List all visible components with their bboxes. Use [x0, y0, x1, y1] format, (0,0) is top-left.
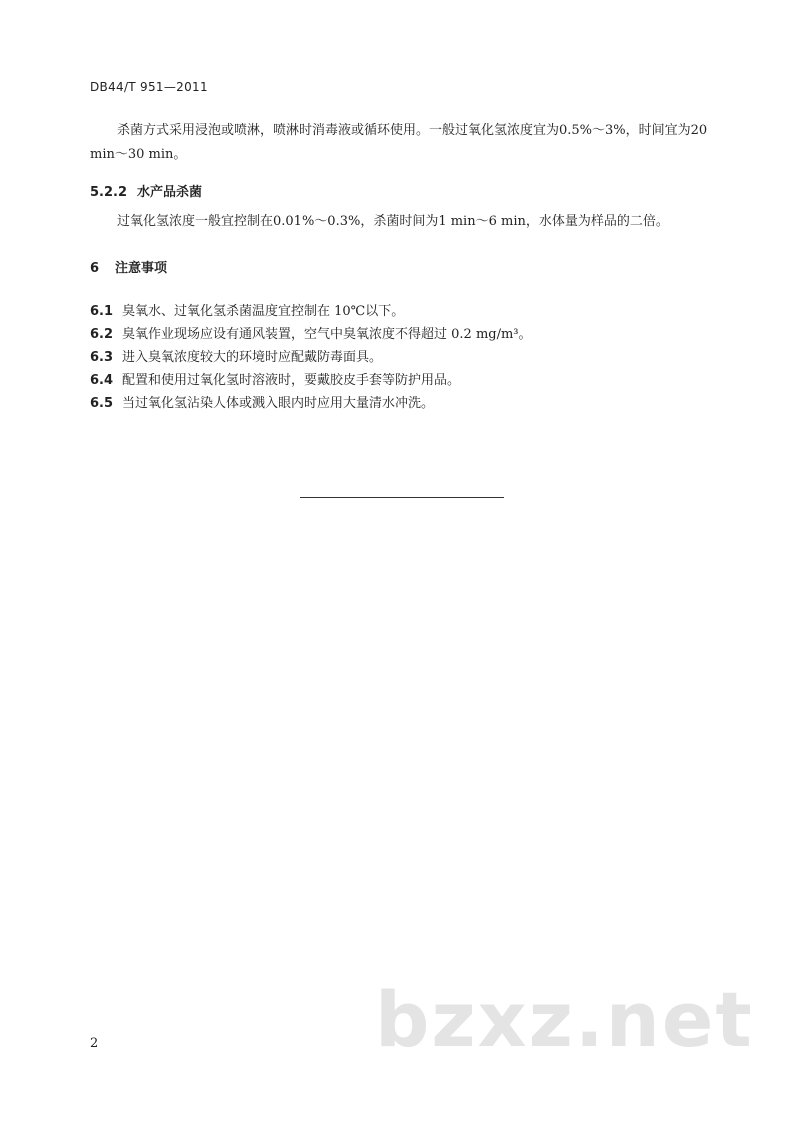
item-text: 进入臭氧浓度较大的环境时应配戴防毒面具。: [122, 350, 383, 365]
item-number: 6.2: [90, 327, 114, 342]
list-item: [90, 300, 404, 319]
end-of-document-rule: [300, 497, 504, 498]
page-number: 2: [90, 1036, 99, 1051]
list-item: [90, 369, 460, 388]
section-heading-5-2-2: [90, 181, 202, 200]
item-number: 6.3: [90, 350, 114, 365]
list-item: [90, 392, 434, 411]
item-number: 6.5: [90, 396, 114, 411]
item-text: 配置和使用过氧化氢时溶液时，要戴胶皮手套等防护用品。: [122, 373, 461, 388]
standard-code: DB44/T 951—2011: [90, 80, 208, 94]
list-item: [90, 346, 382, 365]
paragraph-sterilization-method: 杀菌方式采用浸泡或喷淋，喷淋时消毒液或循环使用。一般过氧化氢浓度宜为0.5%～3%，时间宜为20 min～30 min。: [90, 123, 708, 162]
section-number: 6: [90, 261, 100, 276]
item-text: 臭氧水、过氧化氢杀菌温度宜控制在 10℃以下。: [122, 304, 405, 319]
section-number: 5.2.2: [90, 185, 128, 200]
section-title: 注意事项: [115, 261, 168, 276]
section-heading-6: [90, 257, 167, 276]
item-number: 6.4: [90, 373, 114, 388]
item-text: 当过氧化氢沾染人体或溅入眼内时应用大量清水冲洗。: [122, 396, 435, 411]
section-title: 水产品杀菌: [137, 185, 203, 200]
item-number: 6.1: [90, 304, 114, 319]
list-item: [90, 323, 532, 342]
item-text: 臭氧作业现场应设有通风装置，空气中臭氧浓度不得超过 0.2 mg/m³。: [122, 327, 532, 342]
paragraph-aquatic-sterilization: 过氧化氢浓度一般宜控制在0.01%～0.3%，杀菌时间为1 min～6 min，水体量为样品的二倍。: [117, 214, 669, 229]
watermark-logo: bzxz.net: [375, 975, 754, 1064]
